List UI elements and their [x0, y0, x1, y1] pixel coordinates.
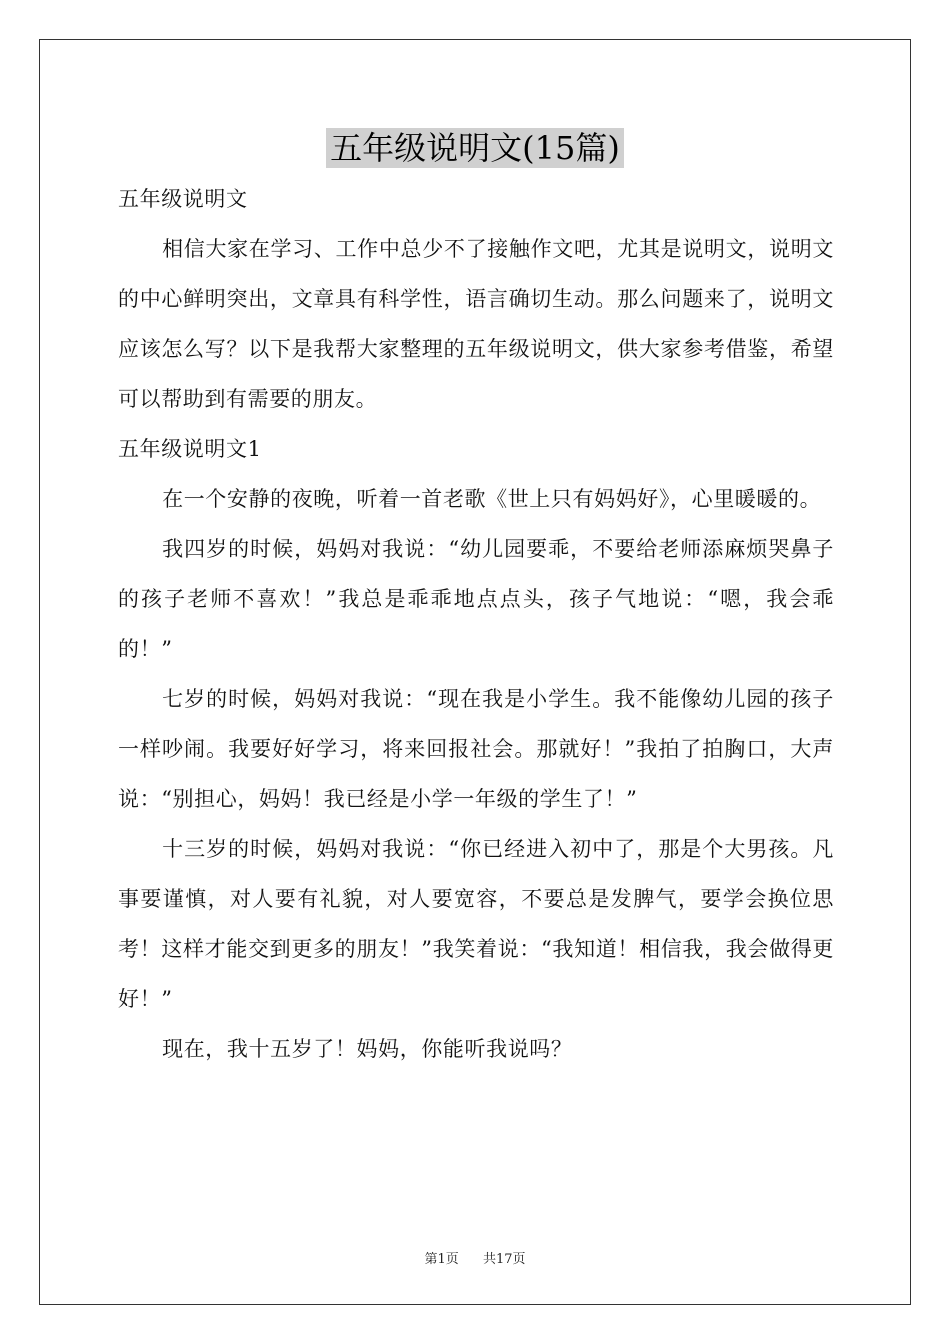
page-footer: [0, 1248, 950, 1267]
document-title: 五年级说明文(15篇): [326, 128, 624, 168]
body-paragraph: 在一个安静的夜晚，听着一首老歌《世上只有妈妈好》，心里暖暖的。: [162, 487, 822, 511]
body-paragraph: 我四岁的时候，妈妈对我说：“幼儿园要乖，不要给老师添麻烦哭鼻子的孩子老师不喜欢！”我总是乖乖地点点头，孩子气地说：“嗯，我会乖的！”: [118, 537, 834, 661]
page-number: 第1页: [424, 1252, 459, 1267]
subtitle: 五年级说明文: [118, 187, 248, 211]
section-heading: 五年级说明文1: [118, 437, 262, 461]
document-body: [118, 174, 834, 1074]
body-paragraph: 七岁的时候，妈妈对我说：“现在我是小学生。我不能像幼儿园的孩子一样吵闹。我要好好学习，将来回报社会。那就好！”我拍了拍胸口，大声说：“别担心，妈妈！我已经是小学一年级的学生了！”: [118, 687, 834, 811]
title-wrap: [0, 128, 950, 168]
page-total: 共17页: [482, 1252, 526, 1267]
body-paragraph: 十三岁的时候，妈妈对我说：“你已经进入初中了，那是个大男孩。凡事要谨慎，对人要有礼貌，对人要宽容，不要总是发脾气，要学会换位思考！这样才能交到更多的朋友！”我笑着说：“我知道！相信我，我会做得更好！”: [118, 837, 834, 1011]
intro-paragraph: 相信大家在学习、工作中总少不了接触作文吧，尤其是说明文，说明文的中心鲜明突出，文章具有科学性，语言确切生动。那么问题来了，说明文应该怎么写？以下是我帮大家整理的五年级说明文，供大家参考借鉴，希望可以帮助到有需要的朋友。: [118, 237, 834, 411]
body-paragraph: 现在，我十五岁了！妈妈，你能听我说吗？: [162, 1037, 573, 1061]
